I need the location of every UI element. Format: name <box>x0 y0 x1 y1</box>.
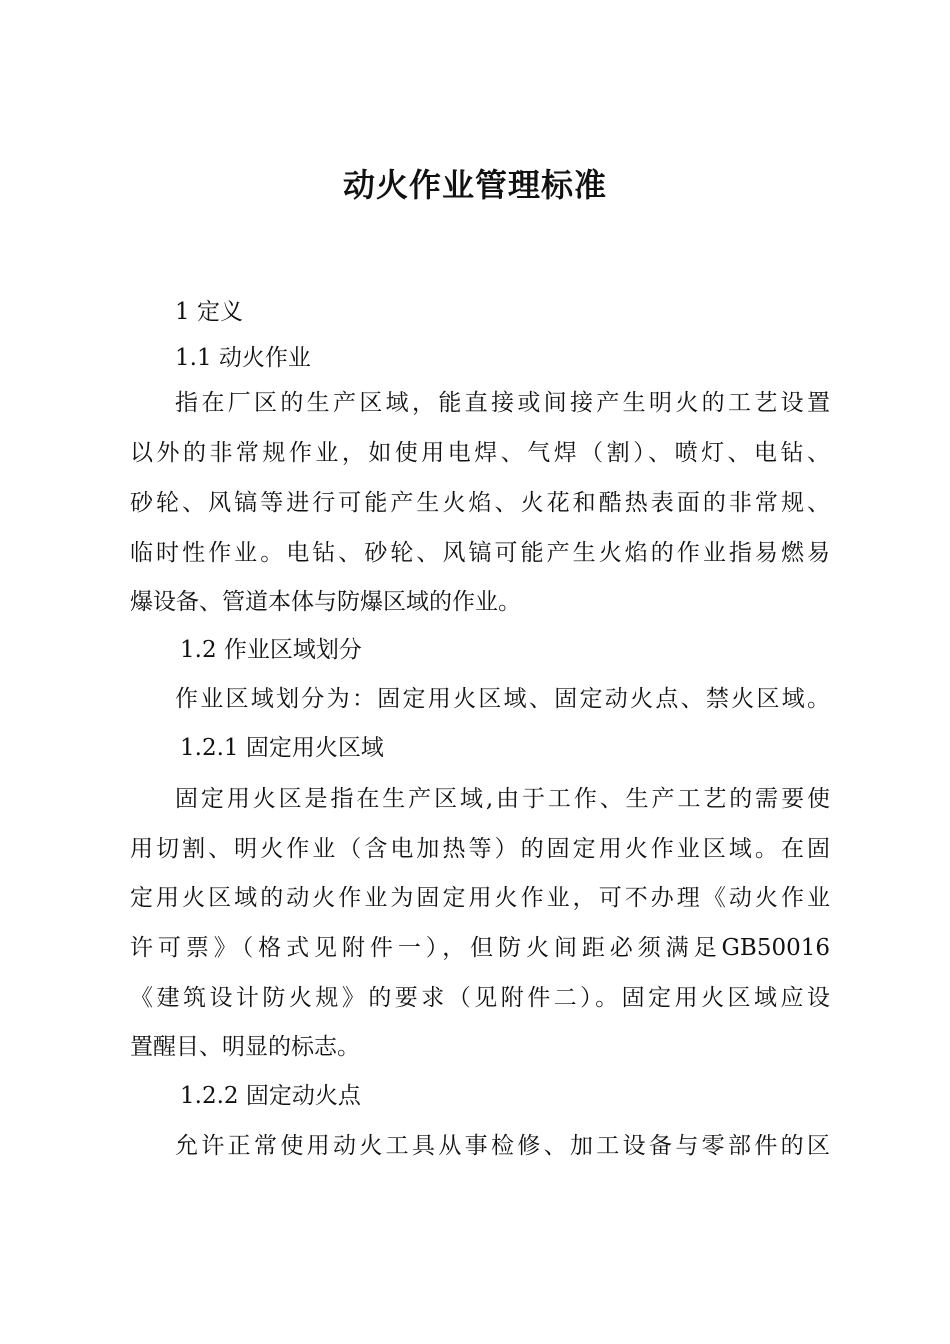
paragraph-line: 固定用火区是指在生产区域,由于工作、生产工艺的需要使 <box>175 786 830 812</box>
paragraph-line: 置醒目、明显的标志。 <box>130 1034 360 1060</box>
paragraph-line: 临时性作业。电钻、砂轮、风镐可能产生火焰的作业指易燃易 <box>130 540 830 566</box>
subsection-heading: 1.2.2 固定动火点 <box>180 1083 361 1109</box>
paragraph-line: 作业区域划分为：固定用火区域、固定动火点、禁火区域。 <box>175 686 830 712</box>
paragraph-line: 爆设备、管道本体与防爆区域的作业。 <box>130 589 521 615</box>
paragraph-line: 指在厂区的生产区域，能直接或间接产生明火的工艺设置 <box>175 390 830 416</box>
paragraph-line: 定用火区域的动火作业为固定用火作业，可不办理《动火作业 <box>130 885 830 911</box>
paragraph-line: 用切割、明火作业（含电加热等）的固定用火作业区域。在固 <box>130 836 830 862</box>
document-title: 动火作业管理标准 <box>342 166 607 204</box>
section-heading: 1 定义 <box>175 299 243 325</box>
paragraph-line: 许可票》（格式见附件一），但防火间距必须满足GB50016 <box>130 935 830 961</box>
paragraph-line: 以外的非常规作业，如使用电焊、气焊（割）、喷灯、电钻、 <box>130 440 830 466</box>
paragraph-line: 允许正常使用动火工具从事检修、加工设备与零部件的区 <box>175 1133 830 1159</box>
subsection-heading: 1.2 作业区域划分 <box>180 637 362 663</box>
paragraph-line: 《建筑设计防火规》的要求（见附件二）。固定用火区域应设 <box>130 985 830 1011</box>
paragraph-line: 砂轮、风镐等进行可能产生火焰、火花和酷热表面的非常规、 <box>130 490 830 516</box>
subsection-heading: 1.1 动火作业 <box>175 345 311 371</box>
subsection-heading: 1.2.1 固定用火区域 <box>180 735 384 761</box>
